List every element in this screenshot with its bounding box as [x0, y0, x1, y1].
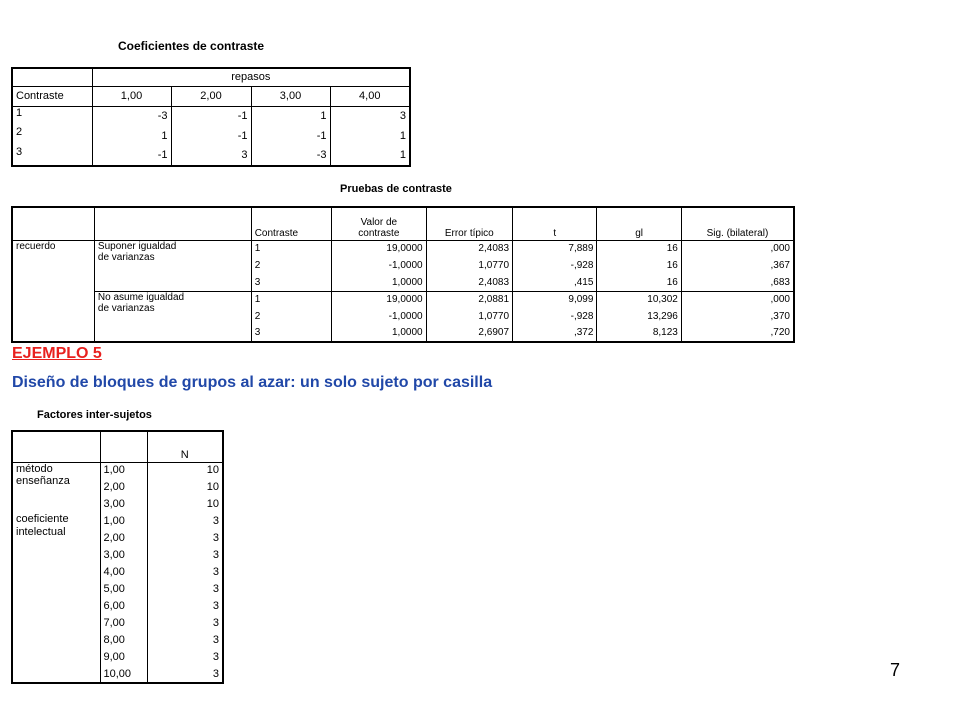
factor-level: 3,00: [100, 547, 147, 564]
tests-sig-cell: ,000: [770, 243, 790, 254]
tests-group-label-line1: Suponer igualdad: [97, 240, 177, 252]
example-subheading: Diseño de bloques de grupos al azar: un solo sujeto por casilla: [12, 374, 493, 391]
factor-label: [12, 462, 100, 513]
coef-cell: -1: [251, 126, 330, 146]
factor-n: 3: [212, 549, 219, 562]
tests-sig-cell: ,000: [770, 294, 790, 305]
coef-cell: -1: [171, 126, 251, 146]
page-number: 7: [890, 660, 901, 680]
factor-label-line1: coeficiente: [16, 513, 69, 525]
tests-gl-cell: 16: [597, 274, 681, 291]
tests-group-label-line2: de varianzas: [97, 303, 155, 314]
tests-valor-cell: 1,0000: [332, 325, 426, 342]
factor-n: 3: [212, 566, 219, 579]
coef-row-label: 2: [12, 126, 92, 146]
factor-label-line2: enseñanza: [16, 475, 70, 488]
tests-gl-cell: 13,296: [597, 308, 681, 325]
coef-table: [11, 67, 411, 167]
tests-header-sig: Sig. (bilateral): [681, 207, 794, 240]
tests-error-cell: 2,0881: [426, 291, 512, 308]
coef-cell: -3: [92, 106, 171, 126]
tests-group-label-line1: No asume igualdad: [97, 291, 185, 303]
factors-row: [12, 462, 223, 479]
coef-row-header: Contraste: [12, 86, 92, 106]
tests-gl-cell: 16: [597, 240, 681, 257]
coef-cell: -1: [171, 106, 251, 126]
factor-level: 5,00: [100, 581, 147, 598]
coef-col-header: 1,00: [92, 86, 171, 106]
coef-row: [12, 146, 410, 166]
coef-col-header: 4,00: [330, 86, 410, 106]
factors-table: [11, 430, 224, 684]
tests-gl-cell: 10,302: [597, 291, 681, 308]
coef-row-label: 3: [12, 146, 92, 166]
tests-header-t: t: [513, 207, 597, 240]
factor-n: 3: [212, 515, 219, 528]
tests-group-label-line2: de varianzas: [97, 252, 155, 263]
tests-error-cell: 1,0770: [426, 308, 512, 325]
factor-level: 1,00: [100, 513, 147, 530]
tests-t-cell: 7,889: [513, 240, 597, 257]
coef-cell: 1: [399, 129, 407, 142]
tests-valor-cell: -1,0000: [332, 308, 426, 325]
coef-cell: 3: [171, 146, 251, 166]
factor-level: 2,00: [100, 530, 147, 547]
factor-n: 10: [206, 498, 219, 511]
tests-sig-cell: ,683: [681, 274, 794, 291]
coef-col-header: 3,00: [251, 86, 330, 106]
factor-level: 6,00: [100, 598, 147, 615]
tests-header-valor-line1: Valor de: [360, 216, 398, 228]
tests-header-contraste: Contraste: [251, 207, 331, 240]
tests-valor-cell: 19,0000: [332, 240, 426, 257]
tests-gl-cell: 8,123: [597, 325, 681, 342]
factor-n: 10: [206, 464, 219, 477]
coef-group-header: repasos: [92, 68, 410, 86]
factor-level: 8,00: [100, 632, 147, 649]
factor-n: 3: [212, 583, 219, 596]
factor-n: 3: [212, 600, 219, 613]
factor-level: 9,00: [100, 649, 147, 666]
coef-row: [12, 126, 410, 146]
coef-cell: 1: [92, 126, 171, 146]
tests-valor-cell: 19,0000: [332, 291, 426, 308]
tests-t-cell: ,415: [513, 274, 597, 291]
factor-level: 10,00: [100, 666, 147, 683]
tests-group-label: [94, 240, 251, 291]
tests-error-cell: 2,6907: [426, 325, 512, 342]
tests-sig-cell: ,720: [770, 327, 790, 339]
tests-header-gl: gl: [597, 207, 681, 240]
example-heading: EJEMPLO 5: [12, 345, 102, 362]
factor-level: 4,00: [100, 564, 147, 581]
factor-n: 3: [212, 667, 219, 680]
tests-contraste-cell: 2: [251, 257, 331, 274]
factor-level: 3,00: [100, 496, 147, 513]
factor-n: 3: [212, 532, 219, 545]
tests-contraste-cell: 2: [251, 308, 331, 325]
tests-table-title: Pruebas de contraste: [340, 183, 452, 195]
tests-header-valor-line2: contraste: [358, 228, 400, 239]
tests-error-cell: 2,4083: [426, 274, 512, 291]
coef-table-title: Coeficientes de contraste: [118, 39, 265, 53]
tests-error-cell: 1,0770: [426, 257, 512, 274]
tests-header-valor: [332, 207, 426, 240]
tests-sig-cell: ,370: [770, 310, 790, 322]
factor-label: [12, 513, 100, 683]
tests-group-label: [94, 291, 251, 342]
coef-cell: 1: [399, 149, 407, 162]
factors-row: [12, 513, 223, 530]
factor-level: 7,00: [100, 615, 147, 632]
tests-valor-cell: 1,0000: [332, 274, 426, 291]
factor-n: 3: [212, 651, 219, 664]
tests-header-error: Error típico: [426, 207, 512, 240]
tests-error-cell: 2,4083: [426, 240, 512, 257]
coef-row-label: 1: [12, 106, 92, 126]
tests-variable: recuerdo: [12, 240, 94, 342]
coef-row: [12, 106, 410, 126]
tests-contraste-cell: 1: [251, 240, 331, 257]
tests-gl-cell: 16: [597, 257, 681, 274]
factor-n: 10: [206, 481, 219, 494]
coef-cell: 3: [399, 109, 407, 122]
factor-level: 1,00: [100, 462, 147, 479]
coef-cell: 1: [251, 106, 330, 126]
coef-col-header: 2,00: [171, 86, 251, 106]
tests-table: [11, 206, 795, 343]
tests-contraste-cell: 1: [251, 291, 331, 308]
tests-t-cell: -,928: [513, 257, 597, 274]
tests-contraste-cell: 3: [251, 274, 331, 291]
factor-n: 3: [212, 634, 219, 647]
tests-t-cell: -,928: [513, 308, 597, 325]
coef-cell: -3: [251, 146, 330, 166]
tests-row: [12, 240, 794, 257]
tests-valor-cell: -1,0000: [332, 257, 426, 274]
tests-t-cell: 9,099: [513, 291, 597, 308]
factors-n-header: N: [147, 431, 223, 462]
tests-t-cell: ,372: [513, 325, 597, 342]
factor-label-line1: método: [16, 462, 53, 475]
coef-cell: -1: [92, 146, 171, 166]
factors-table-title: Factores inter-sujetos: [37, 409, 152, 421]
factor-n: 3: [212, 617, 219, 630]
factor-label-line2: intelectual: [16, 525, 66, 538]
tests-sig-cell: ,367: [770, 259, 790, 271]
tests-row: [12, 291, 794, 308]
tests-contraste-cell: 3: [251, 325, 331, 342]
coef-corner-cell: [12, 68, 92, 86]
factor-level: 2,00: [100, 479, 147, 496]
